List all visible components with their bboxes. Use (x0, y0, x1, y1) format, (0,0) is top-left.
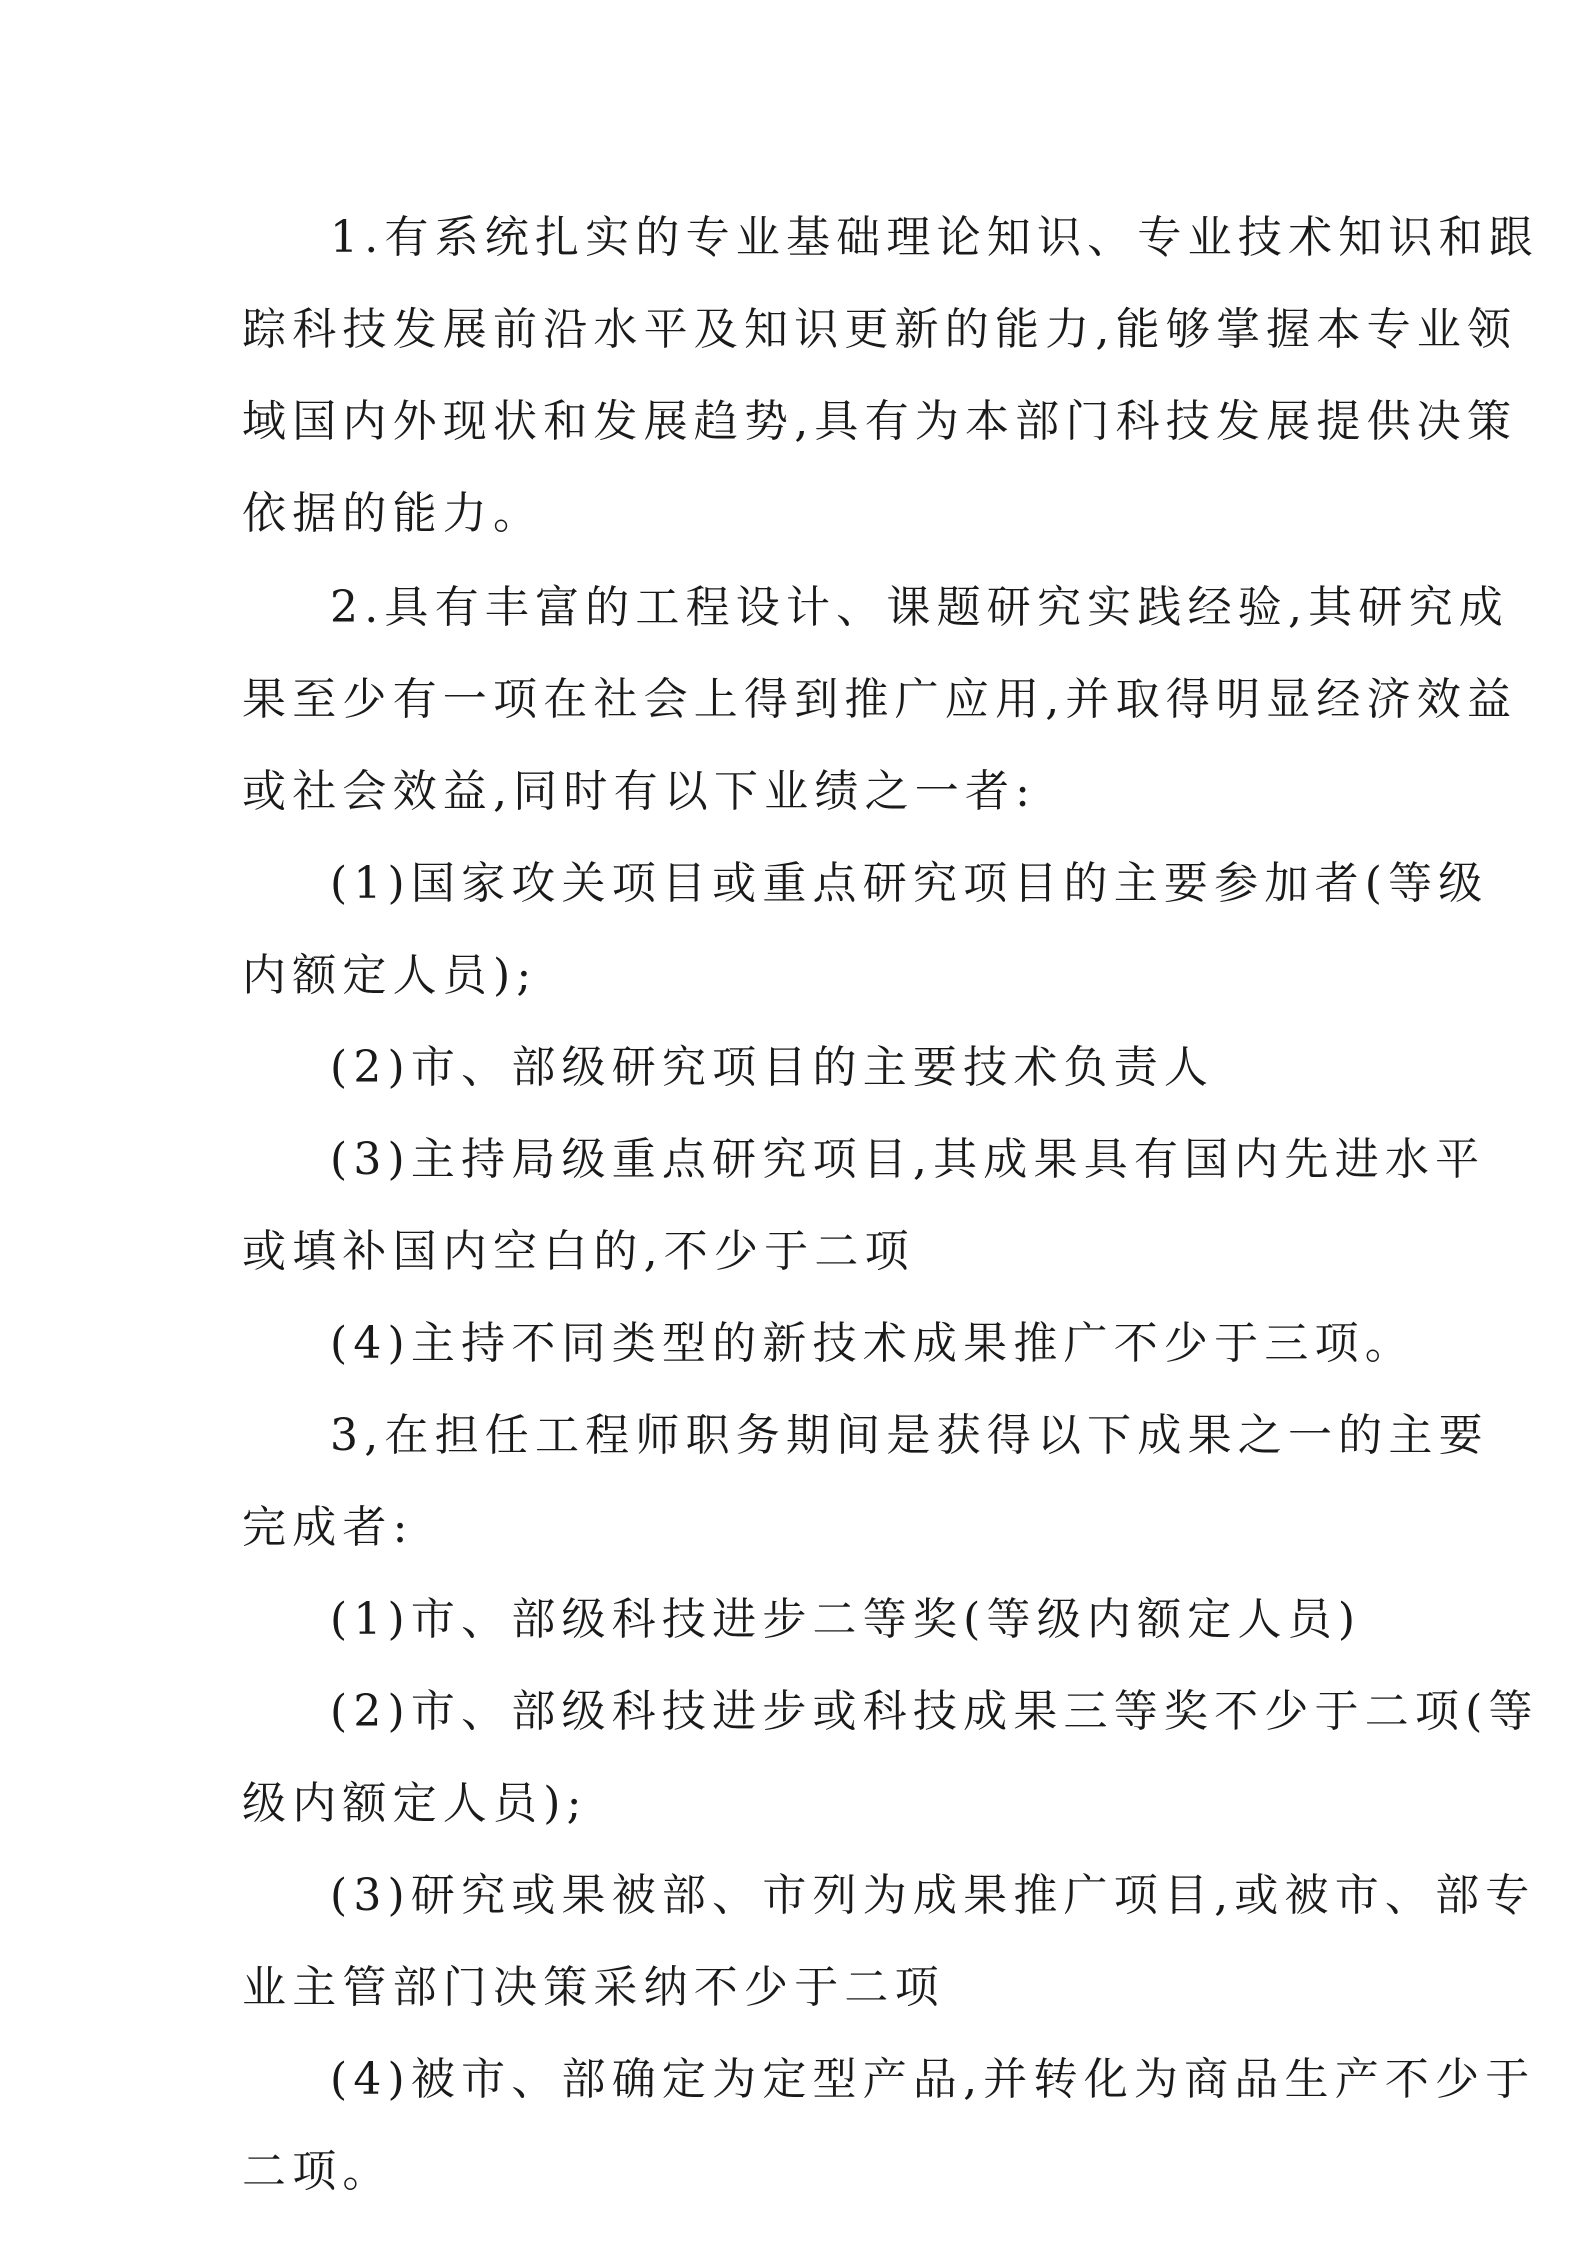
paragraph-1-line-2: 踪科技发展前沿水平及知识更新的能力,能够掌握本专业领 (242, 304, 1518, 355)
item-2-1-line-1: (1)国家攻关项目或重点研究项目的主要参加者(等级 (330, 858, 1489, 909)
item-2-3-line-2: 或填补国内空白的,不少于二项 (242, 1226, 915, 1277)
item-3-4-line-1: (4)被市、部确定为定型产品,并转化为商品生产不少于 (330, 2054, 1536, 2105)
item-2-1-line-2: 内额定人员); (242, 950, 538, 1001)
paragraph-3-line-2: 完成者: (242, 1502, 414, 1553)
paragraph-1-line-3: 域国内外现状和发展趋势,具有为本部门科技发展提供决策 (242, 396, 1518, 447)
item-3-2-line-1: (2)市、部级科技进步或科技成果三等奖不少于二项(等 (330, 1686, 1539, 1737)
paragraph-1-line-4: 依据的能力。 (242, 488, 544, 539)
item-2-3-line-1: (3)主持局级重点研究项目,其成果具有国内先进水平 (330, 1134, 1486, 1185)
item-3-3-line-2: 业主管部门决策采纳不少于二项 (242, 1962, 945, 2013)
item-2-4-line-1: (4)主持不同类型的新技术成果推广不少于三项。 (330, 1318, 1415, 1369)
paragraph-1-line-1: 1.有系统扎实的专业基础理论知识、专业技术知识和跟 (330, 212, 1539, 263)
paragraph-2-line-1: 2.具有丰富的工程设计、课题研究实践经验,其研究成 (330, 582, 1509, 633)
paragraph-3-line-1: 3,在担任工程师职务期间是获得以下成果之一的主要 (330, 1410, 1489, 1461)
paragraph-2-line-3: 或社会效益,同时有以下业绩之一者: (242, 766, 1037, 817)
item-3-4-line-2: 二项。 (242, 2146, 393, 2197)
item-3-3-line-1: (3)研究或果被部、市列为成果推广项目,或被市、部专 (330, 1870, 1536, 1921)
item-3-2-line-2: 级内额定人员); (242, 1778, 588, 1829)
item-2-2-line-1: (2)市、部级研究项目的主要技术负责人 (330, 1042, 1215, 1093)
item-3-1-line-1: (1)市、部级科技进步二等奖(等级内额定人员) (330, 1594, 1362, 1645)
paragraph-2-line-2: 果至少有一项在社会上得到推广应用,并取得明显经济效益 (242, 674, 1518, 725)
